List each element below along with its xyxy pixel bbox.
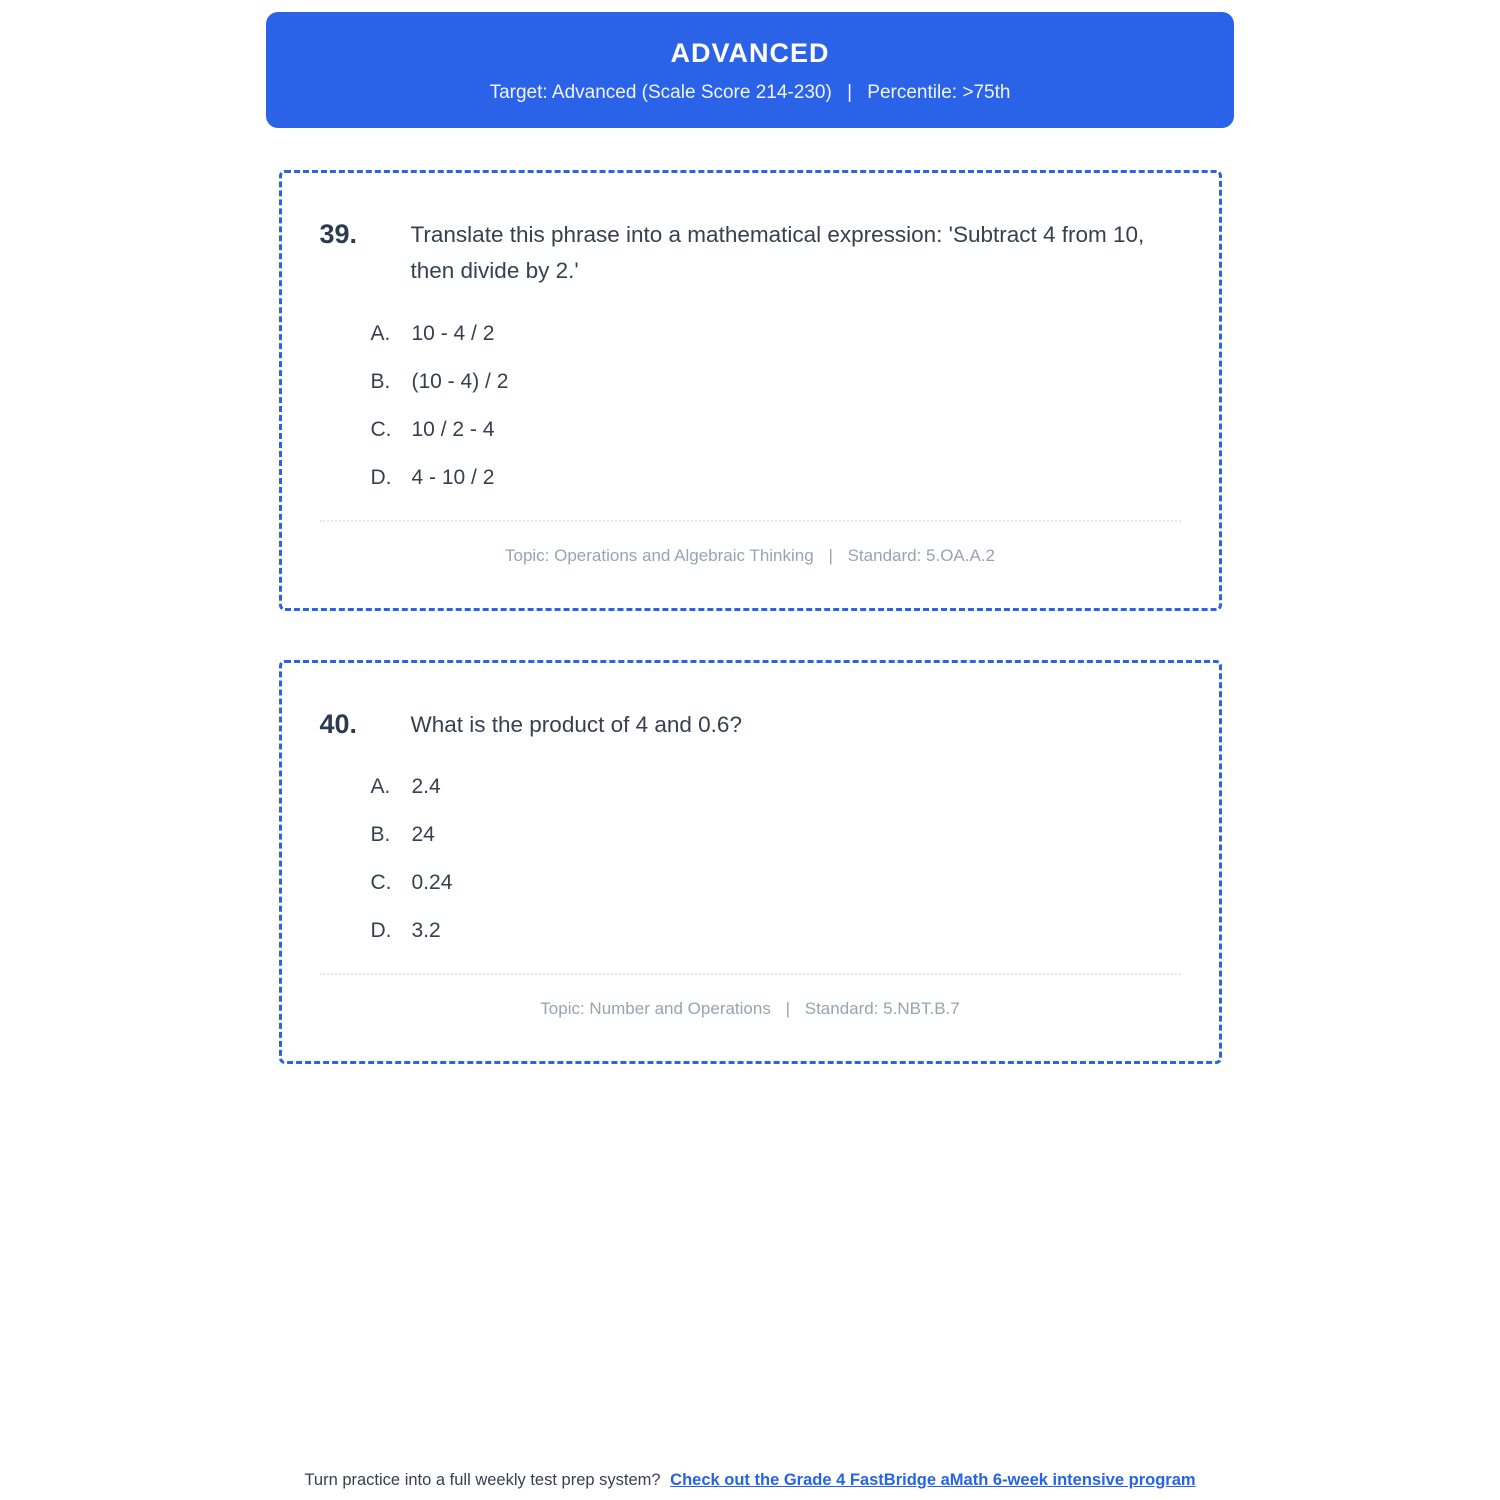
- meta-separator: |: [785, 999, 790, 1019]
- option-text: 10 - 4 / 2: [411, 321, 495, 345]
- option-letter: B.: [370, 823, 391, 847]
- option-letter: C.: [370, 417, 392, 441]
- option-a: [320, 322, 1181, 346]
- target-score-text: Target: Advanced (Scale Score 214-230): [489, 82, 832, 103]
- question-meta: [320, 546, 1181, 566]
- option-letter: A.: [370, 775, 391, 799]
- option-letter: D.: [370, 465, 392, 489]
- question-number: 40.: [319, 708, 358, 739]
- option-d: [320, 919, 1181, 943]
- question-number: 39.: [319, 219, 358, 249]
- question-row: [320, 217, 1181, 290]
- option-a: [320, 775, 1181, 799]
- footer-prompt-text: Turn practice into a full weekly test prep system?: [304, 1471, 661, 1489]
- program-link[interactable]: Check out the Grade 4 FastBridge aMath 6-week intensive program: [670, 1471, 1196, 1489]
- option-c: [320, 418, 1181, 442]
- percentile-text: Percentile: >75th: [867, 82, 1011, 103]
- option-c: [320, 871, 1181, 895]
- question-row: [320, 707, 1181, 743]
- question-card-40: [279, 660, 1222, 1064]
- worksheet-page: [0, 12, 1500, 1500]
- question-meta: [320, 999, 1181, 1019]
- level-title: ADVANCED: [670, 38, 830, 68]
- level-subtitle: [286, 82, 1214, 104]
- option-text: 10 / 2 - 4: [411, 417, 495, 441]
- page-footer: [0, 1471, 1500, 1490]
- option-text: 24: [411, 823, 435, 847]
- meta-divider: [320, 973, 1181, 975]
- option-b: [320, 370, 1181, 394]
- question-text: What is the product of 4 and 0.6?: [410, 711, 742, 737]
- question-text: Translate this phrase into a mathematical expression: 'Subtract 4 from 10, then divide by 2.': [410, 222, 1145, 284]
- options-list: [320, 322, 1181, 490]
- option-letter: D.: [370, 919, 392, 943]
- option-text: 3.2: [411, 919, 441, 943]
- meta-divider: [320, 520, 1181, 522]
- option-text: 2.4: [411, 775, 441, 799]
- option-b: [320, 823, 1181, 847]
- option-letter: B.: [370, 369, 391, 393]
- meta-separator: |: [828, 545, 833, 565]
- topic-text: Topic: Number and Operations: [540, 999, 771, 1019]
- option-letter: A.: [370, 321, 391, 345]
- option-text: 4 - 10 / 2: [411, 465, 495, 489]
- option-letter: C.: [370, 871, 392, 895]
- option-text: (10 - 4) / 2: [411, 369, 509, 393]
- subtitle-separator: |: [847, 82, 853, 103]
- option-text: 0.24: [411, 871, 453, 895]
- standard-text: Standard: 5.OA.A.2: [847, 545, 996, 565]
- question-card-39: [279, 170, 1222, 611]
- option-d: [320, 466, 1181, 490]
- options-list: [320, 775, 1181, 943]
- topic-text: Topic: Operations and Algebraic Thinking: [504, 545, 814, 565]
- level-banner: [266, 12, 1234, 128]
- standard-text: Standard: 5.NBT.B.7: [804, 999, 960, 1019]
